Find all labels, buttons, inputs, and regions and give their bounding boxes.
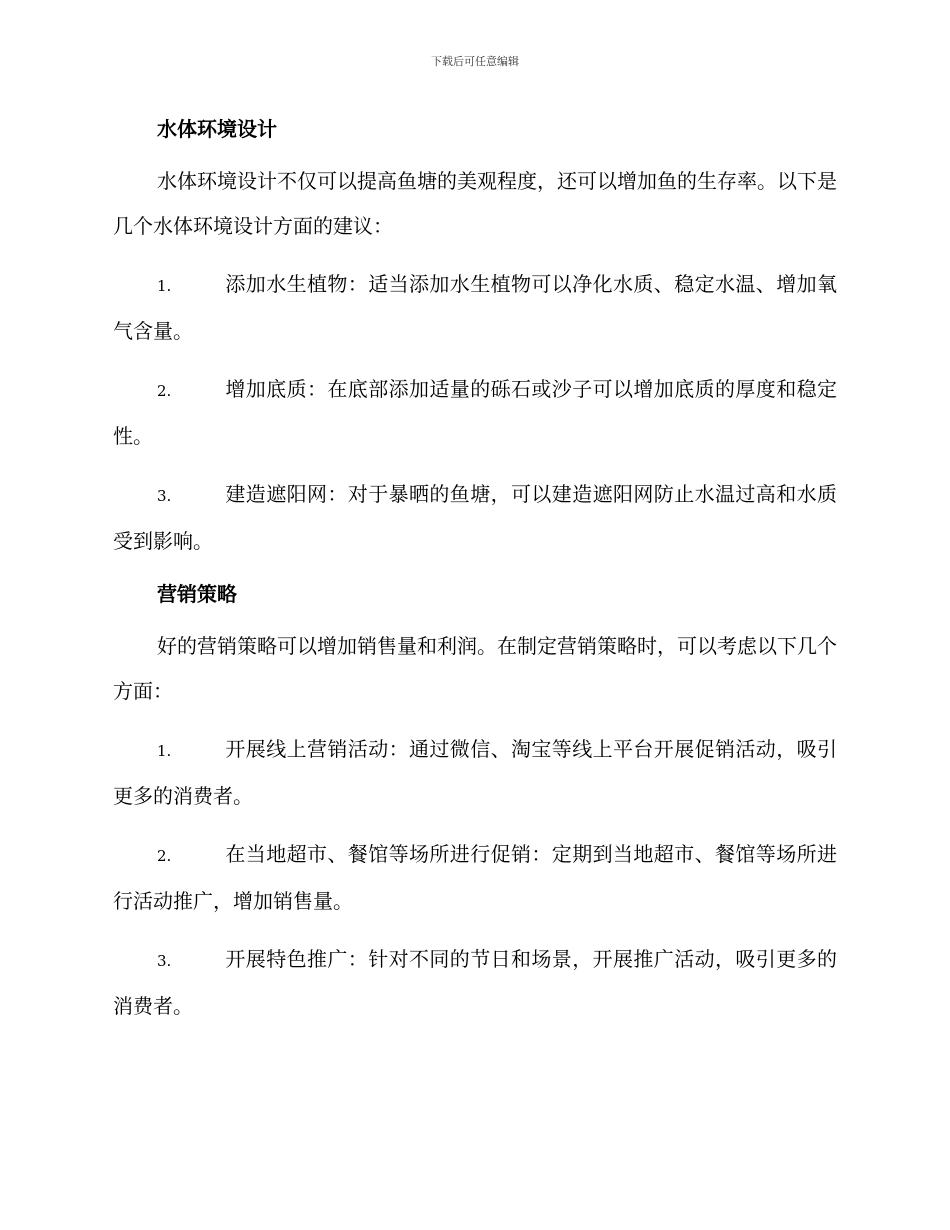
list-item-text: 开展特色推广：针对不同的节日和场景，开展推广活动，吸引更多的消费者。 (113, 947, 837, 1018)
list-item-number: 2. (157, 382, 172, 400)
list-item-number: 3. (157, 952, 172, 970)
list-item-text: 在当地超市、餐馆等场所进行促销：定期到当地超市、餐馆等场所进行活动推广，增加销售量。 (113, 842, 837, 913)
running-header: 下载后可任意编辑 (431, 55, 519, 68)
section-intro-water-environment: 水体环境设计不仅可以提高鱼塘的美观程度，还可以增加鱼的生存率。以下是几个水体环境设计方面的建议： (113, 169, 837, 238)
section-intro-marketing: 好的营销策略可以增加销售量和利润。在制定营销策略时，可以考虑以下几个方面： (113, 634, 837, 703)
list-item-text: 添加水生植物：适当添加水生植物可以净化水质、稳定水温、增加氧气含量。 (113, 272, 837, 343)
list-item (113, 262, 837, 354)
list-item-text: 开展线上营销活动：通过微信、淘宝等线上平台开展促销活动，吸引更多的消费者。 (113, 737, 837, 808)
list-item-number: 1. (157, 742, 172, 760)
list-item (113, 937, 837, 1029)
list-item-text: 增加底质：在底部添加适量的砾石或沙子可以增加底质的厚度和稳定性。 (113, 377, 837, 448)
list-item-text: 建造遮阳网：对于暴晒的鱼塘，可以建造遮阳网防止水温过高和水质受到影响。 (113, 482, 837, 553)
list-item-number: 2. (157, 847, 172, 865)
section-heading-marketing: 营销策略 (157, 582, 237, 606)
list-item-number: 3. (157, 487, 172, 505)
list-item (113, 367, 837, 459)
section-heading-water-environment: 水体环境设计 (157, 117, 277, 141)
document-body (113, 112, 837, 1042)
list-item (113, 472, 837, 564)
list-item (113, 832, 837, 924)
list-item-number: 1. (157, 277, 172, 295)
list-item (113, 727, 837, 819)
